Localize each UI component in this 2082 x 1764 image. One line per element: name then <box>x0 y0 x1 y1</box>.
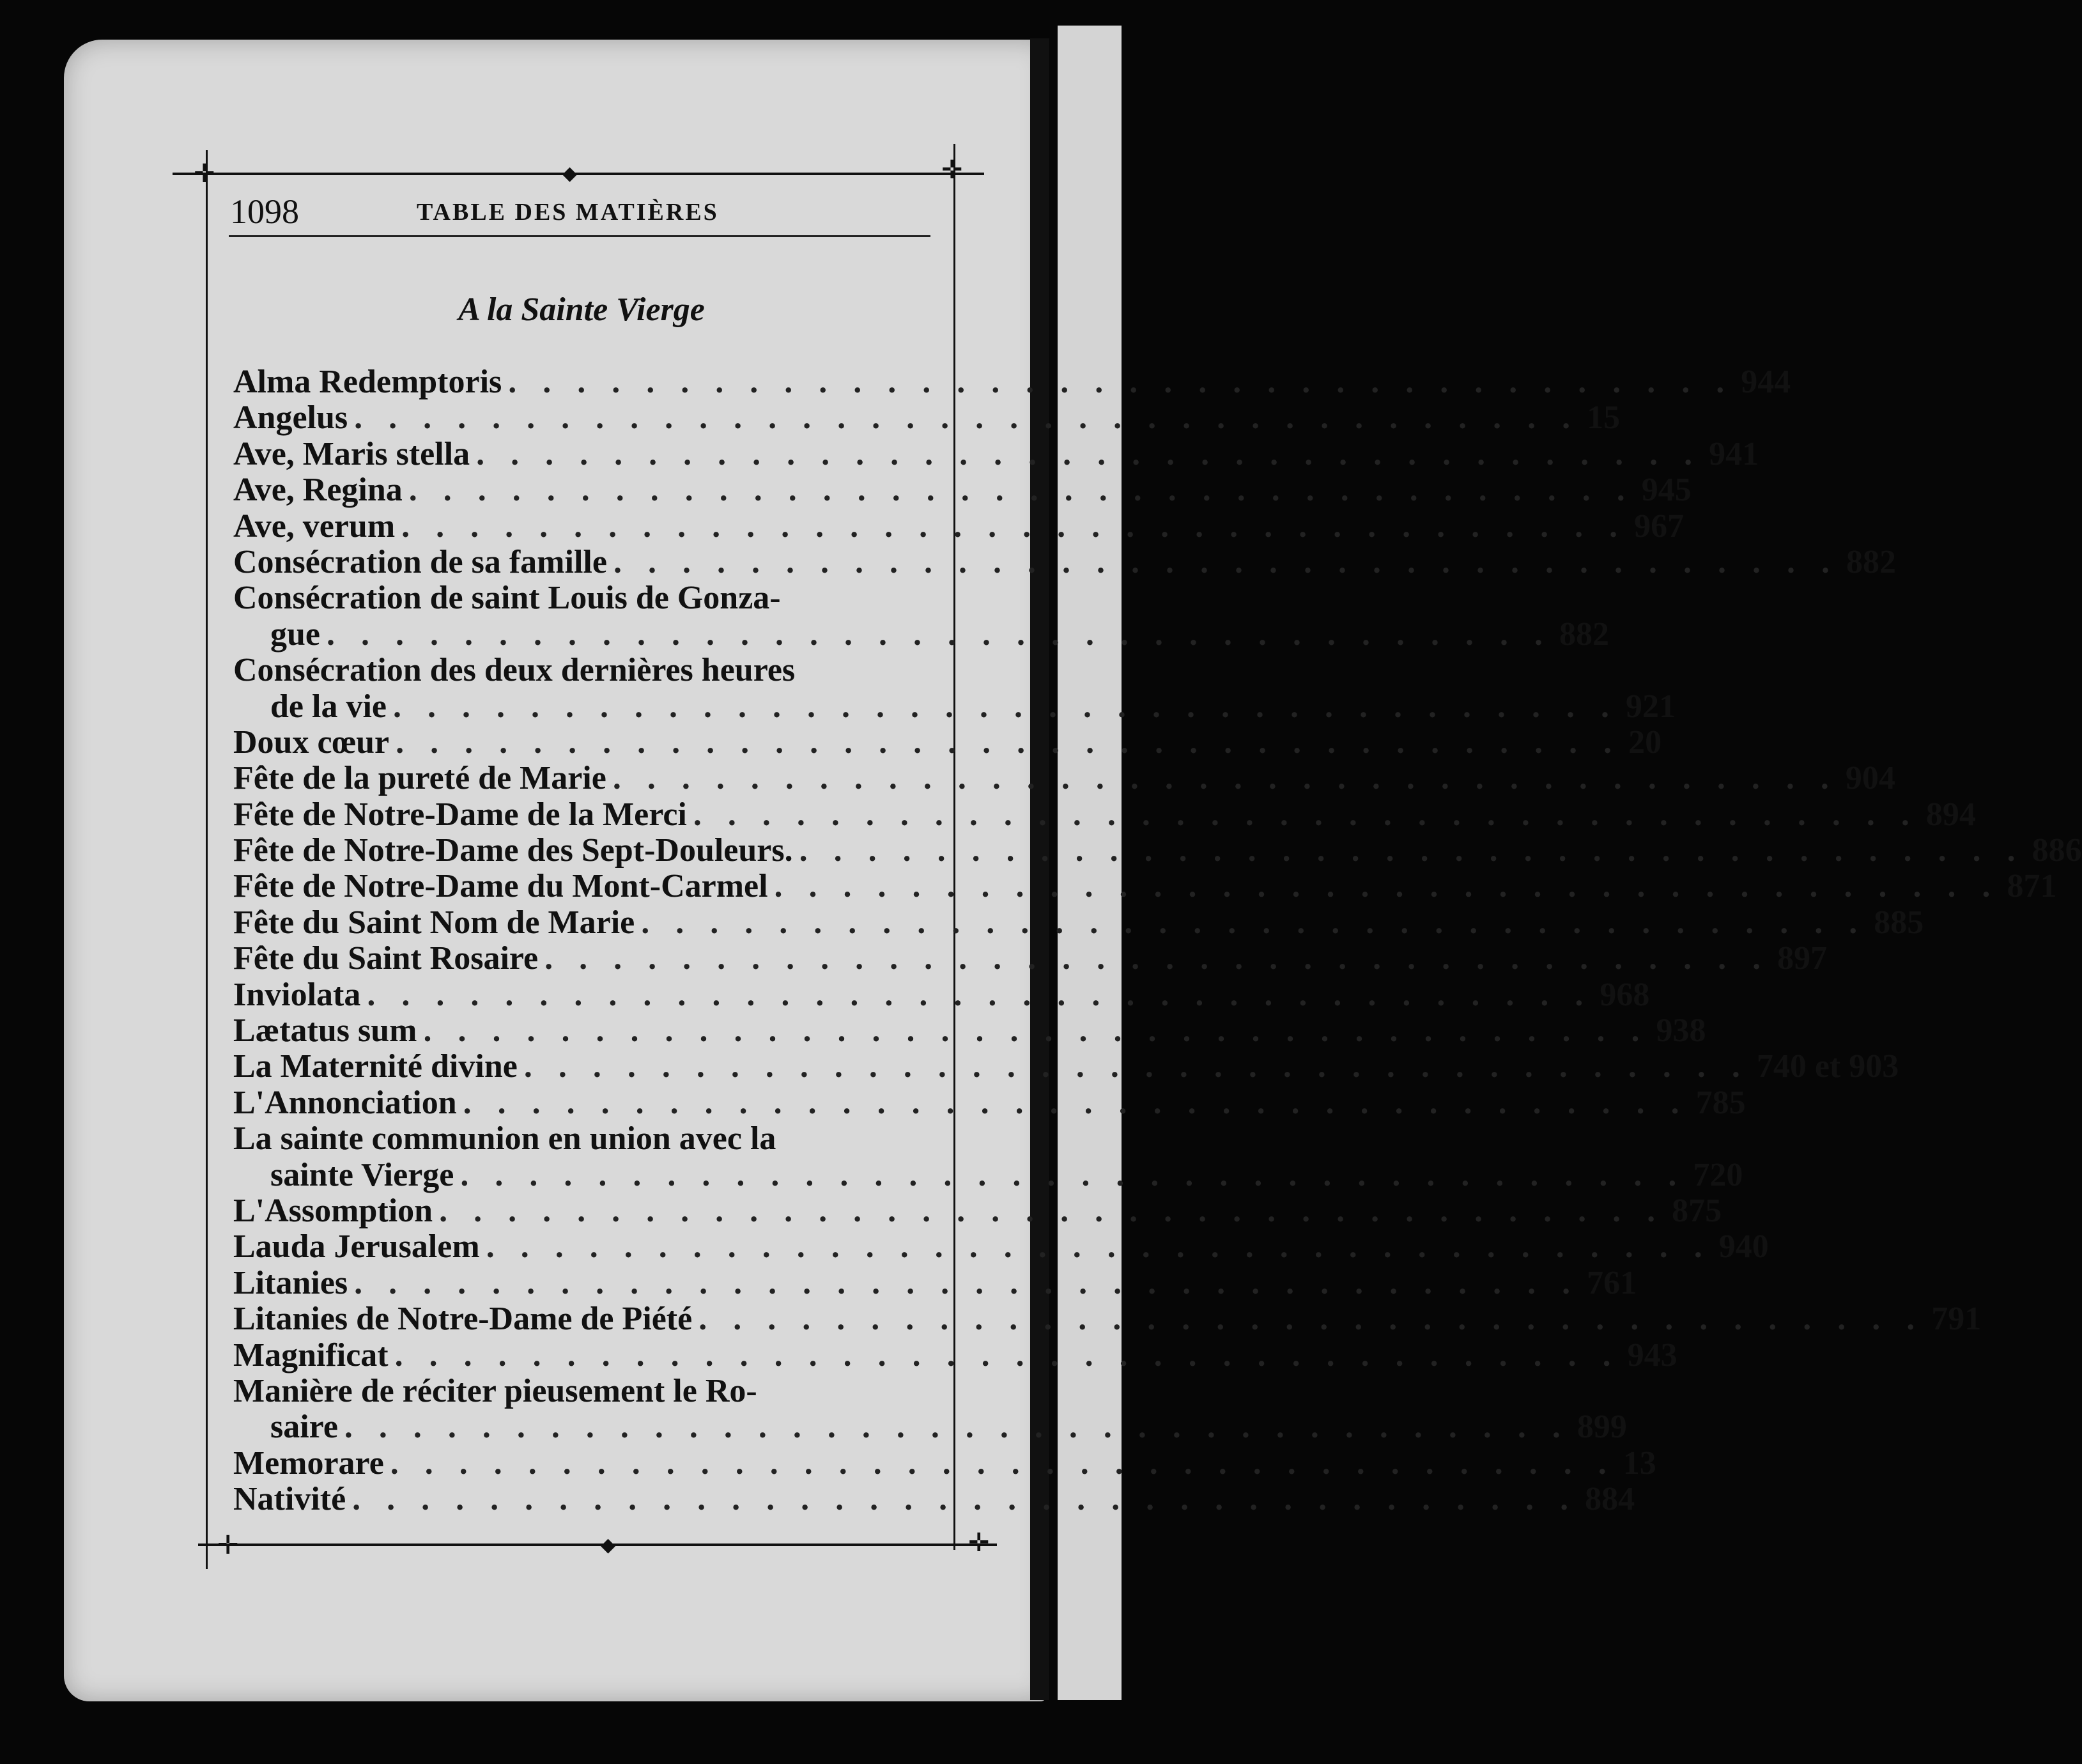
toc-entry-page: 941 <box>1709 435 1759 472</box>
leader-dots: . . . . . . . . . . . . . . . . . . . . . . . . . . . . . . . . . . . . <box>396 723 1621 761</box>
table-of-contents <box>233 364 2082 1518</box>
toc-entry <box>233 940 1828 977</box>
toc-entry-title: Ave, Maris stella <box>233 435 470 472</box>
toc-entry <box>233 364 1791 400</box>
toc-entry <box>233 1228 1769 1265</box>
top-ornamental-rule <box>173 173 984 175</box>
toc-entry <box>233 976 1650 1013</box>
leader-dots: . . . . . . . . . . . . . . . . . . . . . . . . . . . . . . . . . . . . <box>423 1012 1649 1049</box>
toc-entry-page: 967 <box>1634 507 1685 545</box>
toc-entry-line <box>233 1192 1722 1229</box>
toc-entry-page: 13 <box>1623 1444 1656 1482</box>
toc-entry-line <box>233 940 1828 977</box>
toc-entry-page: 944 <box>1741 364 1791 400</box>
toc-entry <box>233 760 1895 797</box>
toc-entry-title: Inviolata <box>233 976 361 1013</box>
leader-dots: . . . . . . . . . . . . . . . . . . . . . . . . . . . . . . . . . . . . <box>774 868 2000 905</box>
toc-entry-line <box>233 1264 1637 1301</box>
toc-entry-line <box>233 1444 1656 1482</box>
leader-dots: . . . . . . . . . . . . . . . . . . . . . . . . . . . . . . . . . . . . <box>392 688 1618 725</box>
toc-entry-line <box>233 507 1685 545</box>
section-title: A la Sainte Vierge <box>458 291 705 328</box>
toc-entry <box>233 1372 1627 1446</box>
toc-entry-title: Fête du Saint Rosaire <box>233 940 539 977</box>
leader-dots: . . . . . . . . . . . . . . . . . . . . . . . . . . . . . . . . . . . . <box>612 760 1838 797</box>
toc-entry-line <box>233 723 1662 761</box>
toc-entry <box>233 580 1609 653</box>
toc-entry-page: 785 <box>1695 1084 1746 1121</box>
toc-entry-title: Consécration de saint Louis de Gonza- <box>233 580 781 617</box>
toc-entry-page: 943 <box>1627 1336 1677 1373</box>
toc-entry-line <box>233 904 1924 941</box>
leader-dots: . . . . . . . . . . . . . . . . . . . . . . . . . . . . . . . . . . . . <box>486 1228 1711 1265</box>
toc-entry-page: 899 <box>1577 1409 1627 1446</box>
leader-dots: . . . . . . . . . . . . . . . . . . . . . . . . . . . . . . . . . . . . <box>439 1192 1665 1229</box>
toc-entry-line <box>233 472 1692 509</box>
toc-entry-line <box>233 615 1609 653</box>
toc-entry-title: Memorare <box>233 1444 384 1482</box>
bottom-ornamental-rule <box>198 1544 997 1546</box>
toc-entry-title: Nativité <box>233 1481 346 1518</box>
toc-entry-line <box>233 1336 1677 1373</box>
center-ornament-bottom: ◆ <box>601 1534 616 1556</box>
toc-entry-line <box>233 1409 1627 1446</box>
toc-entry-page: 761 <box>1587 1264 1637 1301</box>
toc-entry <box>233 652 1676 725</box>
toc-entry-title: Consécration des deux dernières heures <box>233 652 796 689</box>
leader-dots: . . . . . . . . . . . . . . . . . . . . . . . . . . . . . . . . . . . . <box>401 507 1627 545</box>
leader-dots: . . . . . . . . . . . . . . . . . . . . . . . . . . . . . . . . . . . . <box>344 1409 1569 1446</box>
leader-dots: . . . . . . . . . . . . . . . . . . . . . . . . . . . . . . . . . . . . <box>354 1264 1580 1301</box>
toc-entry-page: 871 <box>2007 868 2057 905</box>
toc-entry-line <box>233 1156 1743 1193</box>
toc-entry-line <box>233 760 1895 797</box>
leader-dots: . . . . . . . . . . . . . . . . . . . . . . . . . . . . . . . . . . . . <box>390 1444 1615 1482</box>
toc-entry-page: 15 <box>1587 399 1621 437</box>
toc-entry-page: 968 <box>1600 976 1650 1013</box>
toc-entry-page: 875 <box>1672 1192 1722 1229</box>
corner-ornament-top-left: ✛ <box>194 159 215 189</box>
running-title: TABLE DES MATIÈRES <box>417 199 719 226</box>
toc-entry-line <box>233 435 1759 472</box>
toc-entry <box>233 1301 1982 1338</box>
toc-entry-title: Doux cœur <box>233 723 390 761</box>
toc-entry <box>233 1084 1746 1121</box>
toc-entry <box>233 1120 1743 1193</box>
toc-entry-title: Fête du Saint Nom de Marie <box>233 904 635 941</box>
toc-entry-title: La Maternité divine <box>233 1048 518 1085</box>
toc-entry-line <box>233 1121 943 1157</box>
toc-entry-line <box>233 1012 1706 1049</box>
toc-entry <box>233 435 1759 472</box>
toc-entry <box>233 399 1621 437</box>
leader-dots: . . . . . . . . . . . . . . . . . . . . . . . . . . . . . . . . . . . . <box>327 615 1552 653</box>
toc-entry-title: Litanies de Notre-Dame de Piété <box>233 1301 693 1338</box>
leader-dots: . . . . . . . . . . . . . . . . . . . . . . . . . . . . . . . . . . . . <box>354 399 1580 437</box>
corner-ornament-bottom-left: ✛ <box>217 1531 239 1560</box>
toc-entry-title: Lætatus sum <box>233 1012 417 1049</box>
toc-entry-line <box>233 580 943 616</box>
toc-entry <box>233 1192 1722 1229</box>
toc-entry-line <box>233 976 1650 1013</box>
leader-dots: . . . . . . . . . . . . . . . . . . . . . . . . . . . . . . . . . . . . <box>523 1048 1749 1085</box>
corner-ornament-bottom-right: ✛ <box>968 1528 990 1558</box>
toc-entry-page: 720 <box>1693 1156 1743 1193</box>
toc-entry-page: 884 <box>1585 1481 1635 1518</box>
leader-dots: . . . . . . . . . . . . . . . . . . . . . . . . . . . . . . . . . . . . <box>476 435 1702 472</box>
toc-entry-title: Consécration de sa famille <box>233 543 607 580</box>
toc-entry <box>233 1481 1635 1518</box>
toc-entry <box>233 723 1662 761</box>
toc-entry-page: 882 <box>1559 615 1609 653</box>
toc-entry-page: 791 <box>1931 1301 1982 1338</box>
toc-entry-page: 938 <box>1656 1012 1706 1049</box>
toc-entry-page: 921 <box>1625 688 1676 725</box>
toc-entry-page: 940 <box>1718 1228 1769 1265</box>
toc-entry-line <box>233 868 2057 905</box>
toc-entry-line <box>233 1301 1982 1338</box>
toc-entry-title: sainte Vierge <box>270 1156 454 1193</box>
leader-dots: . . . . . . . . . . . . . . . . . . . . . . . . . . . . . . . . . . . . <box>508 364 1734 400</box>
toc-entry <box>233 832 2082 869</box>
leader-dots: . . . . . . . . . . . . . . . . . . . . . . . . . . . . . . . . . . . . <box>367 976 1592 1013</box>
toc-entry-title: gue <box>270 615 320 653</box>
page-number: 1098 <box>230 192 299 231</box>
header-rule <box>229 235 930 237</box>
toc-entry-line <box>233 364 1791 400</box>
leader-dots: . . . . . . . . . . . . . . . . . . . . . . . . . . . . . . . . . . . . <box>408 472 1634 509</box>
toc-entry-line <box>233 1084 1746 1121</box>
left-border-line <box>206 150 208 1569</box>
toc-entry-line <box>233 1373 943 1409</box>
toc-entry-line <box>233 1228 1769 1265</box>
toc-entry <box>233 868 2057 905</box>
toc-entry <box>233 472 1692 509</box>
toc-entry-title: Ave, verum <box>233 507 396 545</box>
leader-dots: . . . . . . . . . . . . . . . . . . . . . . . . . . . . . . . . . . . . <box>693 796 1918 833</box>
toc-entry-title: Fête de Notre-Dame des Sept-Douleurs. <box>233 832 793 869</box>
toc-entry <box>233 796 1976 833</box>
toc-entry-page: 882 <box>1846 543 1896 580</box>
toc-entry <box>233 543 1896 580</box>
leader-dots: . . . . . . . . . . . . . . . . . . . . . . . . . . . . . . . . . . . . <box>463 1084 1688 1121</box>
corner-ornament-top-right: ✛ <box>941 155 963 185</box>
leader-dots: . . . . . . . . . . . . . . . . . . . . . . . . . . . . . . . . . . . . <box>613 543 1839 580</box>
leader-dots: . . . . . . . . . . . . . . . . . . . . . . . . . . . . . . . . . . . . <box>698 1301 1924 1338</box>
toc-entry-line <box>233 399 1621 437</box>
leader-dots: . . . . . . . . . . . . . . . . . . . . . . . . . . . . . . . . . . . . <box>799 832 2024 869</box>
leader-dots: . . . . . . . . . . . . . . . . . . . . . . . . . . . . . . . . . . . . <box>460 1156 1686 1193</box>
toc-entry-title: L'Assomption <box>233 1192 433 1229</box>
toc-entry-title: Ave, Regina <box>233 472 403 509</box>
toc-entry-page: 897 <box>1777 940 1828 977</box>
toc-entry-line <box>233 832 2082 869</box>
toc-entry-title: Litanies <box>233 1264 348 1301</box>
toc-entry-title: La sainte communion en union avec la <box>233 1120 776 1157</box>
toc-entry-title: de la vie <box>270 688 387 725</box>
toc-entry <box>233 507 1685 545</box>
toc-entry-page: 904 <box>1845 760 1895 797</box>
toc-entry-title: L'Annonciation <box>233 1084 457 1121</box>
leader-dots: . . . . . . . . . . . . . . . . . . . . . . . . . . . . . . . . . . . . <box>544 940 1770 977</box>
toc-entry-page: 740 et 903 <box>1756 1048 1899 1085</box>
toc-entry-page: 894 <box>1925 796 1976 833</box>
toc-entry-line <box>233 1481 1635 1518</box>
toc-entry-title: saire <box>270 1409 338 1446</box>
toc-entry-page: 20 <box>1628 723 1662 761</box>
toc-entry-title: Fête de la pureté de Marie <box>233 760 606 797</box>
toc-entry <box>233 1264 1637 1301</box>
toc-entry <box>233 1444 1656 1482</box>
center-ornament-top: ◆ <box>562 162 578 185</box>
toc-entry-line <box>233 688 1676 725</box>
toc-entry-page: 885 <box>1874 904 1924 941</box>
page-header <box>230 192 933 230</box>
leader-dots: . . . . . . . . . . . . . . . . . . . . . . . . . . . . . . . . . . . . <box>352 1481 1578 1518</box>
leader-dots: . . . . . . . . . . . . . . . . . . . . . . . . . . . . . . . . . . . . <box>641 904 1867 941</box>
toc-entry <box>233 1336 1677 1373</box>
toc-entry-title: Manière de réciter pieusement le Ro- <box>233 1372 757 1409</box>
toc-entry-page: 886 <box>2032 832 2082 869</box>
toc-entry-line <box>233 653 943 688</box>
leader-dots: . . . . . . . . . . . . . . . . . . . . . . . . . . . . . . . . . . . . <box>394 1336 1620 1373</box>
toc-entry-title: Angelus <box>233 399 348 437</box>
toc-entry-line <box>233 1048 1899 1085</box>
toc-entry-title: Lauda Jerusalem <box>233 1228 480 1265</box>
toc-entry <box>233 1012 1706 1049</box>
toc-entry-title: Fête de Notre-Dame du Mont-Carmel <box>233 868 768 905</box>
toc-entry-title: Alma Redemptoris <box>233 364 502 400</box>
toc-entry-line <box>233 796 1976 833</box>
toc-entry-page: 945 <box>1641 472 1692 509</box>
toc-entry-line <box>233 543 1896 580</box>
toc-entry-title: Fête de Notre-Dame de la Merci <box>233 796 687 833</box>
toc-entry <box>233 904 1924 941</box>
toc-entry-title: Magnificat <box>233 1336 389 1373</box>
toc-entry <box>233 1048 1899 1085</box>
